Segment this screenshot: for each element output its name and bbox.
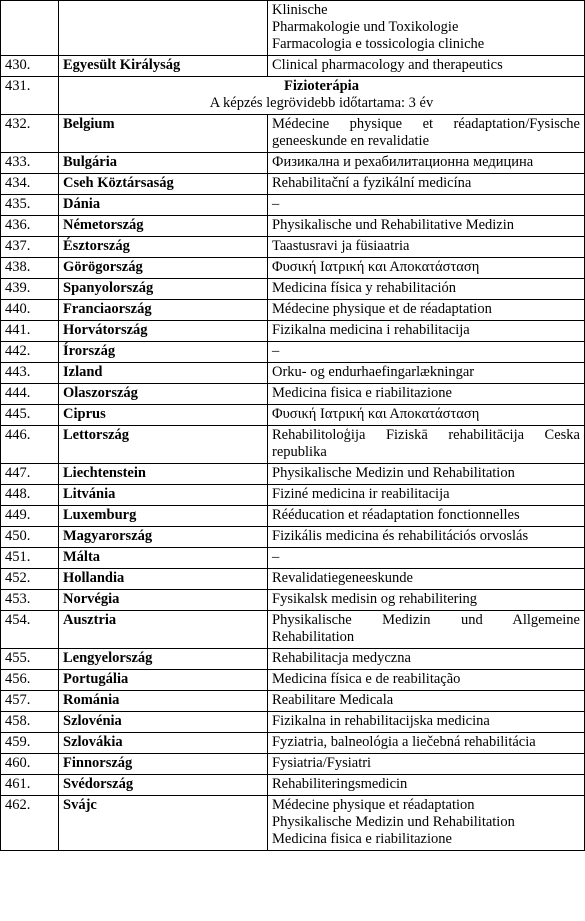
country-name: Románia (59, 691, 268, 712)
table-row (1, 775, 585, 796)
country-name: Svájc (59, 796, 268, 851)
table-row (1, 237, 585, 258)
table-row (1, 174, 585, 195)
row-number: 436. (1, 216, 59, 237)
row-number: 450. (1, 527, 59, 548)
country-name (59, 1, 268, 56)
specialty-title: Fysikalsk medisin og rehabilitering (268, 590, 585, 611)
country-name: Bulgária (59, 153, 268, 174)
row-number: 462. (1, 796, 59, 851)
table-row (1, 548, 585, 569)
country-name: Olaszország (59, 384, 268, 405)
specialty-title: Medicina física e de reabilitação (268, 670, 585, 691)
row-number: 439. (1, 279, 59, 300)
row-number: 454. (1, 611, 59, 649)
country-name: Hollandia (59, 569, 268, 590)
country-name: Liechtenstein (59, 464, 268, 485)
table-row (1, 590, 585, 611)
row-number: 432. (1, 115, 59, 153)
country-name: Portugália (59, 670, 268, 691)
section-title-cell (59, 77, 585, 115)
table-row-continuation (1, 1, 585, 56)
country-name: Horvátország (59, 321, 268, 342)
country-name: Svédország (59, 775, 268, 796)
row-number: 448. (1, 485, 59, 506)
specialty-title: Fiziné medicina ir reabilitacija (268, 485, 585, 506)
table-row (1, 216, 585, 237)
country-name: Spanyolország (59, 279, 268, 300)
title-line: Physikalische Medizin und Rehabilitation (272, 814, 515, 830)
table-row (1, 712, 585, 733)
country-name: Finnország (59, 754, 268, 775)
specialty-title: Reabilitare Medicala (268, 691, 585, 712)
specialty-title: – (268, 548, 585, 569)
country-name: Magyarország (59, 527, 268, 548)
row-number: 433. (1, 153, 59, 174)
table-row (1, 153, 585, 174)
specialty-title (268, 796, 585, 851)
specialty-title: Rehabilitacja medyczna (268, 649, 585, 670)
country-name: Ausztria (59, 611, 268, 649)
table-row (1, 506, 585, 527)
country-name: Görögország (59, 258, 268, 279)
country-name: Észtország (59, 237, 268, 258)
row-number: 447. (1, 464, 59, 485)
row-number: 444. (1, 384, 59, 405)
specialty-title: Φυσική Ιατρική και Αποκατάσταση (268, 258, 585, 279)
table-row (1, 321, 585, 342)
row-number: 434. (1, 174, 59, 195)
row-number: 430. (1, 56, 59, 77)
row-number: 453. (1, 590, 59, 611)
row-number: 458. (1, 712, 59, 733)
specialty-title: Fyziatria, balneológia a liečebná rehabilitácia (268, 733, 585, 754)
table-row (1, 363, 585, 384)
country-name: Litvánia (59, 485, 268, 506)
row-number: 440. (1, 300, 59, 321)
specialty-title: Médecine physique et de réadaptation (268, 300, 585, 321)
section-heading: Fizioterápia (284, 78, 359, 94)
specialty-title: – (268, 195, 585, 216)
title-line: Farmacologia e tossicologia cliniche (272, 36, 485, 52)
table-row (1, 649, 585, 670)
row-number: 435. (1, 195, 59, 216)
section-header-row (1, 77, 585, 115)
specialty-title: Clinical pharmacology and therapeutics (268, 56, 585, 77)
country-name: Izland (59, 363, 268, 384)
specialty-title: – (268, 342, 585, 363)
row-number: 455. (1, 649, 59, 670)
country-name: Norvégia (59, 590, 268, 611)
table-row (1, 115, 585, 153)
table-row (1, 670, 585, 691)
country-name: Luxemburg (59, 506, 268, 527)
table-row (1, 527, 585, 548)
table-row (1, 485, 585, 506)
row-number: 446. (1, 426, 59, 464)
table-row (1, 796, 585, 851)
country-name: Egyesült Királyság (59, 56, 268, 77)
table-row (1, 342, 585, 363)
row-number: 451. (1, 548, 59, 569)
specialty-title: Medicina física y rehabilitación (268, 279, 585, 300)
table-row (1, 426, 585, 464)
specialty-title: Φυσική Ιατρική και Αποκατάσταση (268, 405, 585, 426)
table-row (1, 258, 585, 279)
row-number: 457. (1, 691, 59, 712)
table-row (1, 754, 585, 775)
specialty-title: Rehabilitační a fyzikální medicína (268, 174, 585, 195)
specialty-title: Физикална и рехабилитационна медицина (268, 153, 585, 174)
row-number: 438. (1, 258, 59, 279)
specialty-title: Rééducation et réadaptation fonctionnelles (268, 506, 585, 527)
table-row (1, 384, 585, 405)
row-number: 442. (1, 342, 59, 363)
specialty-title: Fizikális medicina és rehabilitációs orvoslás (268, 527, 585, 548)
specialty-title: Physikalische Medizin und Allgemeine Rehabilitation (268, 611, 585, 649)
country-name: Szlovákia (59, 733, 268, 754)
country-name: Németország (59, 216, 268, 237)
country-name: Ciprus (59, 405, 268, 426)
specialty-title: Fizikalna medicina i rehabilitacija (268, 321, 585, 342)
specialty-title: Médecine physique et réadaptation/Fysische geneeskunde en revalidatie (268, 115, 585, 153)
row-number: 431. (1, 77, 59, 115)
table-row (1, 611, 585, 649)
row-number: 459. (1, 733, 59, 754)
row-number: 460. (1, 754, 59, 775)
table-row (1, 195, 585, 216)
country-name: Dánia (59, 195, 268, 216)
specialty-title: Rehabilitoloģija Fiziskā rehabilitācija Ceska republika (268, 426, 585, 464)
specialty-title: Orku- og endurhaefingarlækningar (268, 363, 585, 384)
specialty-title: Fysiatria/Fysiatri (268, 754, 585, 775)
country-name: Cseh Köztársaság (59, 174, 268, 195)
table-row (1, 733, 585, 754)
table-row (1, 300, 585, 321)
specialty-title: Taastusravi ja füsiaatria (268, 237, 585, 258)
country-name: Málta (59, 548, 268, 569)
specialty-title: Rehabiliteringsmedicin (268, 775, 585, 796)
title-line: Klinische (272, 2, 328, 18)
row-number (1, 1, 59, 56)
row-number: 441. (1, 321, 59, 342)
country-name: Belgium (59, 115, 268, 153)
section-subheading: A képzés legrövidebb időtartama: 3 év (209, 95, 434, 111)
specialty-title (268, 1, 585, 56)
row-number: 452. (1, 569, 59, 590)
row-number: 437. (1, 237, 59, 258)
specialty-title: Revalidatiegeneeskunde (268, 569, 585, 590)
row-number: 461. (1, 775, 59, 796)
specialty-title: Medicina fisica e riabilitazione (268, 384, 585, 405)
title-line: Medicina fisica e riabilitazione (272, 831, 452, 847)
country-name: Lengyelország (59, 649, 268, 670)
table-row (1, 405, 585, 426)
row-number: 445. (1, 405, 59, 426)
title-line: Pharmakologie und Toxikologie (272, 19, 459, 35)
title-line: Médecine physique et réadaptation (272, 797, 475, 813)
specialty-title: Physikalische und Rehabilitative Medizin (268, 216, 585, 237)
table-row (1, 279, 585, 300)
table-row (1, 56, 585, 77)
table-row (1, 569, 585, 590)
country-name: Lettország (59, 426, 268, 464)
specialty-table-body (1, 1, 585, 851)
table-row (1, 691, 585, 712)
country-name: Írország (59, 342, 268, 363)
specialty-title: Fizikalna in rehabilitacijska medicina (268, 712, 585, 733)
specialty-title: Physikalische Medizin und Rehabilitation (268, 464, 585, 485)
row-number: 449. (1, 506, 59, 527)
row-number: 443. (1, 363, 59, 384)
country-name: Szlovénia (59, 712, 268, 733)
country-name: Franciaország (59, 300, 268, 321)
table-row (1, 464, 585, 485)
row-number: 456. (1, 670, 59, 691)
